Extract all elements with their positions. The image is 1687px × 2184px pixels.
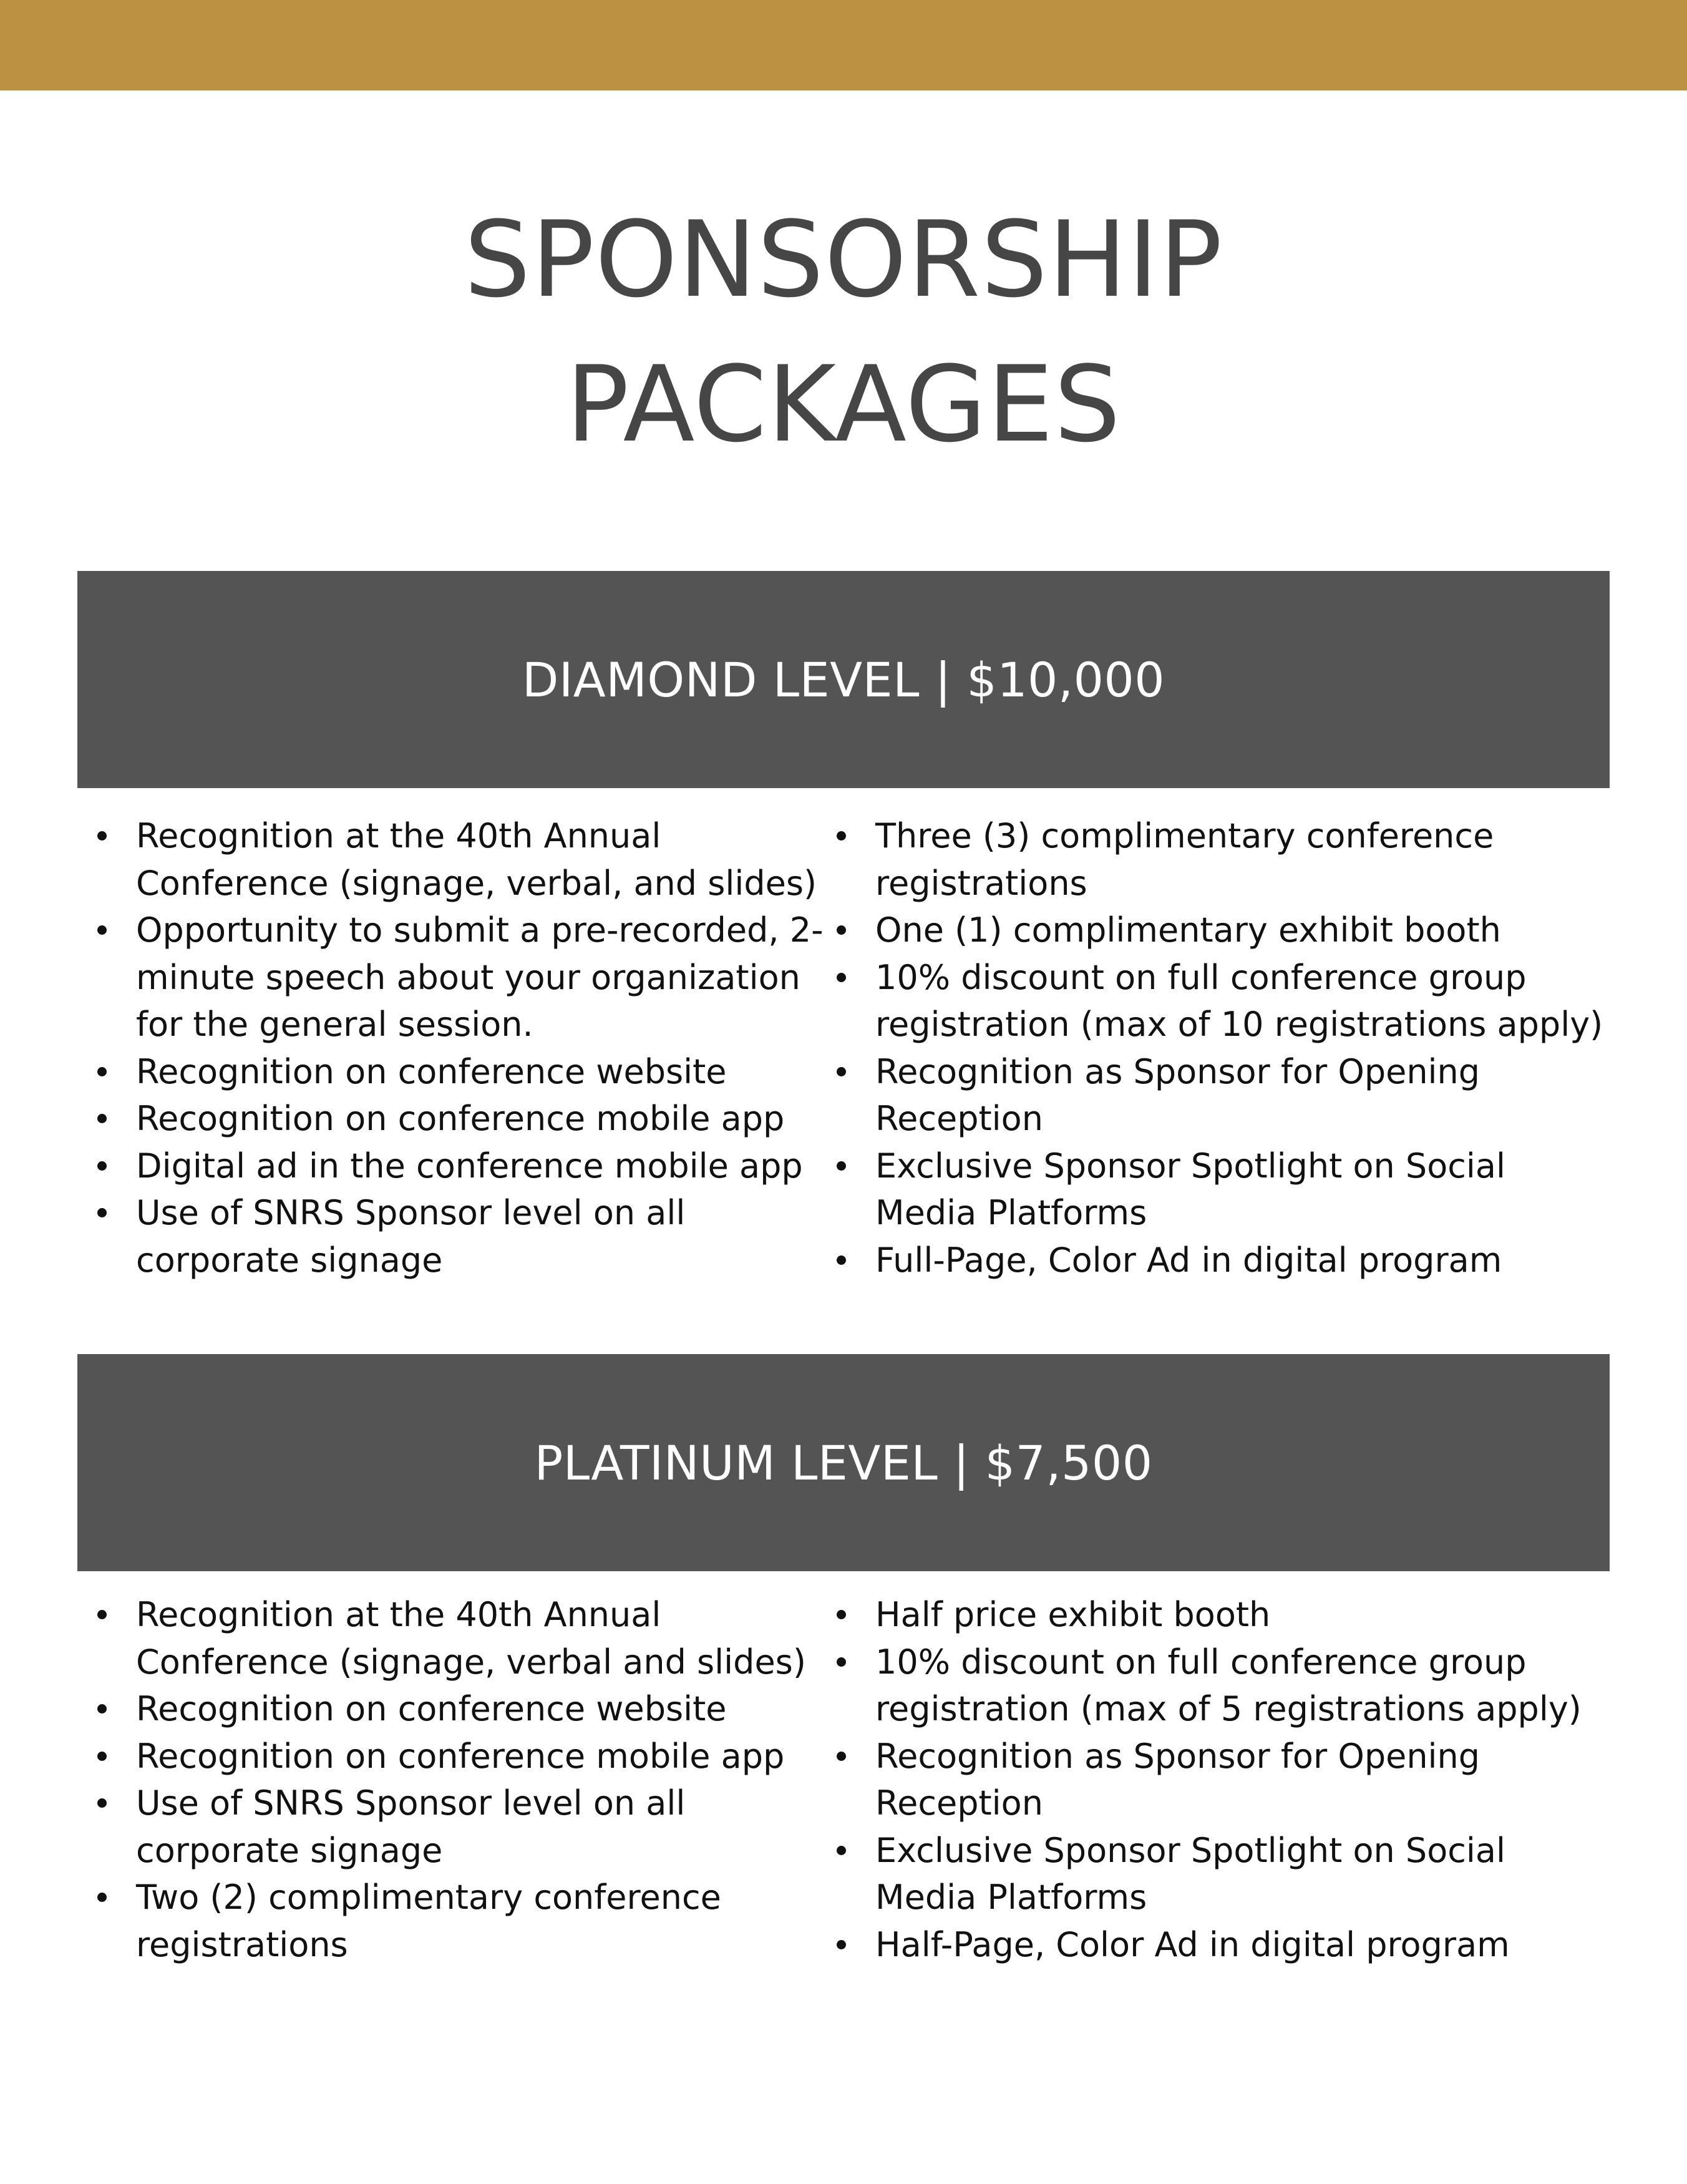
page-title-line-1: SPONSORSHIP xyxy=(464,198,1223,321)
list-item: Two (2) complimentary conference registrations xyxy=(87,1874,827,1968)
list-item: Full-Page, Color Ad in digital program xyxy=(827,1237,1610,1284)
list-item: Exclusive Sponsor Spotlight on Social Media Platforms xyxy=(827,1143,1610,1237)
list-item: Half price exhibit booth xyxy=(827,1591,1610,1639)
list-item: Recognition at the 40th Annual Conference (signage, verbal and slides) xyxy=(87,1591,827,1685)
page-title xyxy=(0,187,1687,477)
diamond-level-banner xyxy=(77,571,1610,788)
platinum-level-heading: PLATINUM LEVEL | $7,500 xyxy=(534,1435,1153,1491)
list-item: Recognition on conference website xyxy=(87,1685,827,1733)
list-item: Recognition as Sponsor for Opening Reception xyxy=(827,1733,1610,1827)
diamond-benefits-left-list xyxy=(87,812,827,1284)
platinum-level-banner xyxy=(77,1354,1610,1571)
platinum-benefits-left-list xyxy=(87,1591,827,1968)
list-item: Recognition at the 40th Annual Conference (signage, verbal, and slides) xyxy=(87,812,827,907)
list-item: Use of SNRS Sponsor level on all corporate signage xyxy=(87,1780,827,1874)
list-item: Three (3) complimentary conference registrations xyxy=(827,812,1610,907)
list-item: Recognition on conference website xyxy=(87,1048,827,1096)
list-item: Opportunity to submit a pre-recorded, 2-minute speech about your organization for the general session. xyxy=(87,907,827,1048)
platinum-benefits xyxy=(87,1591,1610,1968)
platinum-benefits-right-list xyxy=(827,1591,1610,1968)
page-title-line-2: PACKAGES xyxy=(566,343,1121,466)
list-item: Half-Page, Color Ad in digital program xyxy=(827,1921,1610,1969)
list-item: One (1) complimentary exhibit booth xyxy=(827,907,1610,954)
diamond-benefits-right-list xyxy=(827,812,1610,1284)
list-item: Exclusive Sponsor Spotlight on Social Media Platforms xyxy=(827,1827,1610,1921)
list-item: Digital ad in the conference mobile app xyxy=(87,1143,827,1190)
list-item: Recognition on conference mobile app xyxy=(87,1095,827,1143)
list-item: Recognition as Sponsor for Opening Reception xyxy=(827,1048,1610,1143)
list-item: Use of SNRS Sponsor level on all corporate signage xyxy=(87,1189,827,1284)
top-accent-bar xyxy=(0,0,1687,90)
list-item: Recognition on conference mobile app xyxy=(87,1733,827,1780)
diamond-level-heading: DIAMOND LEVEL | $10,000 xyxy=(522,651,1165,708)
diamond-benefits xyxy=(87,812,1610,1284)
list-item: 10% discount on full conference group registration (max of 5 registrations apply) xyxy=(827,1639,1610,1733)
list-item: 10% discount on full conference group registration (max of 10 registrations apply) xyxy=(827,954,1610,1048)
